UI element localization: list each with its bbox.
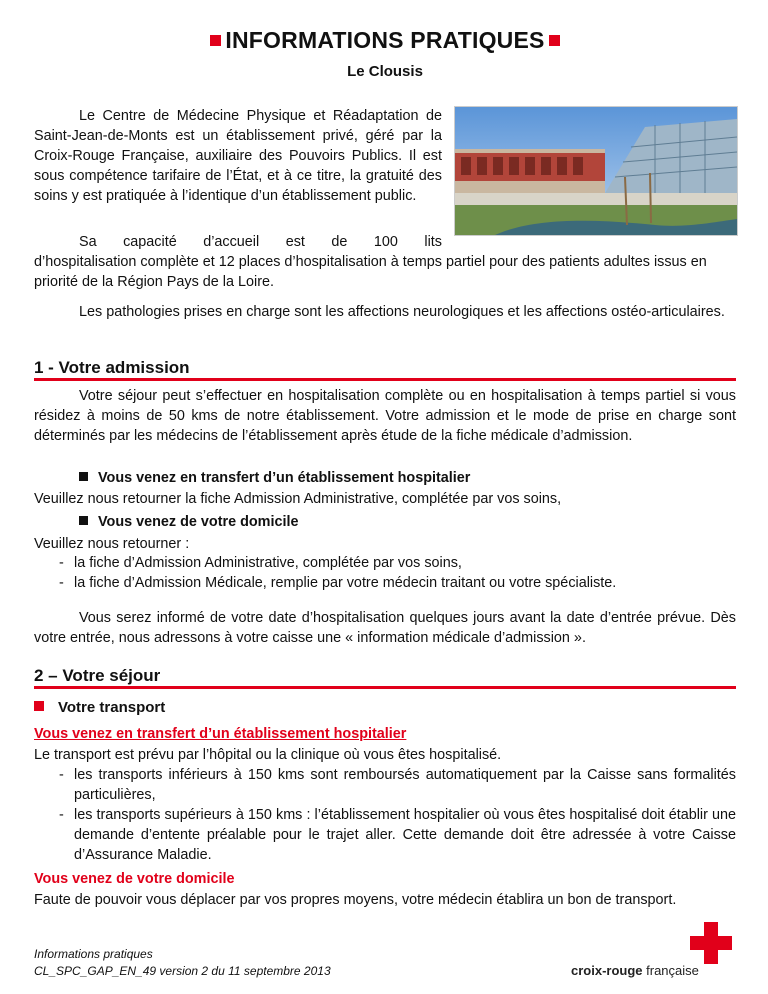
bullet-home-text: Veuillez nous retourner : bbox=[34, 536, 190, 552]
section-2-heading: 2 – Votre séjour bbox=[34, 666, 161, 685]
intro-paragraph-2b: d’hospitalisation complète et 12 places d’hospitalisation à temps partiel pour des patients adultes issus en priorité de la Région Pays de la Loire. bbox=[34, 254, 707, 290]
list-item: - les transports supérieurs à 150 kms : l’établissement hospitalier où vous êtes hospitalisé doit établir une demande d’entente préalable pour le trajet aller. Cette demande doit être adressée à votre Caisse d’Assurance Maladie. bbox=[59, 807, 736, 863]
admission-paragraph: Votre séjour peut s’effectuer en hospitalisation complète ou en hospitalisation à temps partiel si vous résidez à moins de 50 kms de notre établissement. Votre admission et le mode de prise en charge sont déterminés par les médecins de l’établissement après étude de la fiche médicale d’admission. bbox=[34, 388, 736, 444]
home-documents-list bbox=[34, 553, 711, 593]
bullet-square-icon bbox=[79, 516, 88, 525]
bullet-home-title: Vous venez de votre domicile bbox=[79, 514, 298, 530]
admission-info-paragraph: Vous serez informé de votre date d’hospitalisation quelques jours avant la date d’entrée prévue. Dès votre entrée, nous adressons à votre caisse une « information médicale d’admission ». bbox=[34, 610, 736, 646]
logo-text: croix-rouge française bbox=[571, 963, 699, 978]
intro-paragraph-3: Les pathologies prises en charge sont les affections neurologiques et les affections ostéo-articulaires. bbox=[79, 304, 725, 320]
footer-line-1: Informations pratiques bbox=[34, 947, 153, 961]
section-1-heading: 1 - Votre admission bbox=[34, 358, 190, 377]
transport-home-title: Vous venez de votre domicile bbox=[34, 871, 235, 887]
page-title: INFORMATIONS PRATIQUES bbox=[34, 27, 736, 54]
red-cross-logo-icon bbox=[690, 922, 732, 964]
red-square-icon bbox=[210, 35, 221, 46]
transport-transfer-title: Vous venez en transfert d’un établissement hospitalier bbox=[34, 726, 407, 742]
red-square-icon bbox=[34, 701, 44, 711]
red-square-icon bbox=[549, 35, 560, 46]
intro-paragraph-1: Le Centre de Médecine Physique et Réadaptation de Saint-Jean-de-Monts est un établissement privé, géré par la Croix-Rouge Française, auxiliaire des Pouvoirs Publics. Il est sous compétence tarifaire de l’État, et à ce titre, la gratuité des soins y est pratiquée à l’identique d’un établissement public. bbox=[34, 108, 442, 204]
footer-line-2: CL_SPC_GAP_EN_49 version 2 du 11 septembre 2013 bbox=[34, 964, 331, 978]
transport-rules-list bbox=[59, 765, 736, 865]
list-item: - les transports inférieurs à 150 kms sont remboursés automatiquement par la Caisse sans formalités particulières, bbox=[59, 767, 736, 803]
footer bbox=[34, 946, 331, 980]
page-subtitle: Le Clousis bbox=[347, 63, 423, 80]
transport-home-text: Faute de pouvoir vous déplacer par vos propres moyens, votre médecin établira un bon de transport. bbox=[34, 892, 677, 908]
transport-title: Votre transport bbox=[34, 699, 165, 716]
section-1-rule bbox=[34, 378, 736, 381]
bullet-transfer-title: Vous venez en transfert d’un établissement hospitalier bbox=[79, 470, 470, 486]
bullet-square-icon bbox=[79, 472, 88, 481]
section-2-rule bbox=[34, 686, 736, 689]
transport-transfer-text: Le transport est prévu par l’hôpital ou la clinique où vous êtes hospitalisé. bbox=[34, 747, 502, 763]
building-photo bbox=[454, 106, 738, 236]
intro-paragraph-2a: Sa capacité d’accueil est de 100 lits bbox=[79, 234, 442, 250]
list-item: - la fiche d’Admission Administrative, complétée par vos soins, bbox=[59, 555, 462, 571]
bullet-transfer-text: Veuillez nous retourner la fiche Admission Administrative, complétée par vos soins, bbox=[34, 491, 562, 507]
list-item: - la fiche d’Admission Médicale, remplie par votre médecin traitant ou votre spécialiste. bbox=[59, 575, 617, 591]
